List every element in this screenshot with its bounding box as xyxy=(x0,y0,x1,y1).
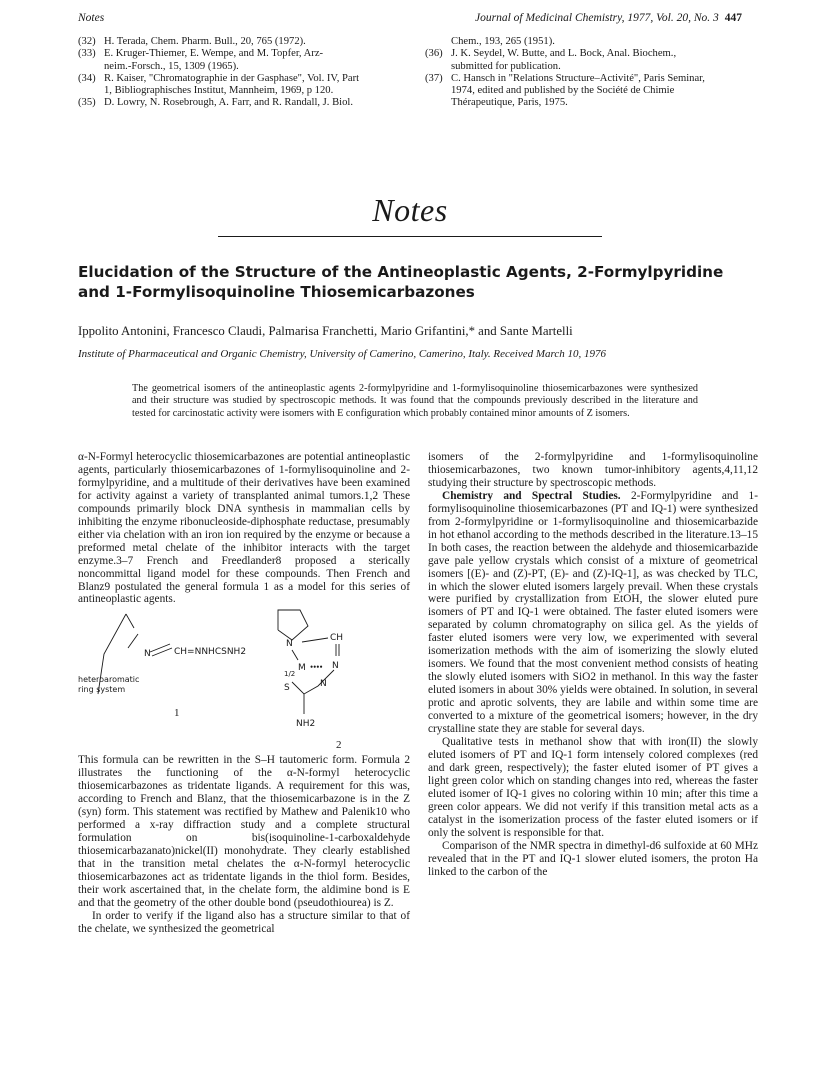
page-number: 447 xyxy=(724,12,742,24)
paragraph: isomers of the 2-formylpyridine and 1-formylisoquinoline thiosemicarbazones, two known tumor-inhibitory agents,4,11,12 studying their structure by spectroscopic methods. xyxy=(428,451,758,489)
running-head-section: Notes xyxy=(78,12,105,24)
paragraph: α-N-Formyl heterocyclic thiosemicarbazones are potential antineoplastic agents, particularly thiosemicarbazones of 1-formylisoquinoline and 2-formylpyridine, and a multitude of their derivatives have been examined for activity against a variety of transplanted animal tumors.1,2 These compounds primarily block DNA synthesis in mammalian cells by inhibiting the enzyme ribonucleoside-diphosphate reductase, presumably either via chelation with an iron ion required by the enzyme or because a preformed metal chelate of the inhibitor interacts with the target enzyme.3–7 French and Freedlander8 proposed a sterically noncommittal ligand model for these compounds. Then French and Blanz9 postulated the general formula 1 as a model for this series of antineoplastic agents. xyxy=(78,451,410,606)
run-in-heading: Chemistry and Spectral Studies. xyxy=(442,489,621,502)
formula-1-group: CH=NNHCSNH2 xyxy=(174,647,247,658)
reference-item: 1, Bibliographisches Institut, Mannheim, 1969, p 120. xyxy=(104,85,334,97)
paragraph: Qualitative tests in methanol show that with iron(II) the slowly eluted isomers of PT and IQ-1 form intensely colored complexes (red and dark green, respectively); the faster eluted isomer of PT gives a light green color which on standing changes into red, whereas the faster eluted isomer of IQ-1 gives no coloring within 10 min; after this time a green color appears. We did not verify if this transition metal acts as a catalyst in the isomerization process of the faster eluted isomers or if only the solvent is responsible for that. xyxy=(428,735,758,839)
formula-2-nitrogen: N xyxy=(286,639,293,650)
formula-2-amine: NH2 xyxy=(296,719,316,730)
formula-2-structure xyxy=(278,610,339,714)
coordination-dots: •••• xyxy=(310,662,323,673)
formula-2-imine-nitrogen: N xyxy=(332,661,339,672)
body-column-left xyxy=(78,451,410,936)
thio-chain xyxy=(292,670,334,694)
title-rule xyxy=(218,236,602,237)
running-head xyxy=(78,12,742,28)
reference-item: (33) E. Kruger-Thiemer, E. Wempe, and M. Topfer, Arz- xyxy=(78,48,324,60)
formula-1-number: 1 xyxy=(174,707,180,720)
reference-item: neim.-Forsch., 15, 1309 (1965). xyxy=(104,60,239,72)
ring-label-line-2: ring system xyxy=(78,685,126,695)
ring-bond xyxy=(152,648,172,656)
paragraph: In order to verify if the ligand also has a structure similar to that of the chelate, we synthesized the geometrical xyxy=(78,909,410,935)
reference-item: (36) J. K. Seydel, W. Butte, and L. Bock, Anal. Biochem., xyxy=(425,48,677,60)
author-list: Ippolito Antonini, Francesco Claudi, Palmarisa Franchetti, Mario Grifantini,* and Sante Martelli xyxy=(78,324,573,338)
running-head-journal xyxy=(475,12,742,28)
paragraph: This formula can be rewritten in the S–H tautomeric form. Formula 2 illustrates the functioning of the α-N-formyl heterocyclic thiosemicarbazones as tridentate ligands. A requirement for this was, according to French and Blanz, that the thiosemicarbazone is in the Z (syn) form. This statement was rectified by Mathew and Palenik10 who performed a x-ray diffraction study and a complete structural formulation on bis(isoquinoline-1-carboxaldehyde thiosemicarbazanato)nickel(II) monohydrate. They clearly established that in the transition metal chelates the α-N-formyl heterocyclic thiosemicarbazones act as tridentate ligands in the thiol form. Besides, their work ascertained that, in the chelate form, the aldimine bond is E and that the geometry of the other double bond (pseudothiourea) is Z. xyxy=(78,754,410,909)
ring-label-line-1: heteroaromatic xyxy=(78,675,140,685)
reference-item: (35) D. Lowry, N. Rosebrough, A. Farr, and R. Randall, J. Biol. xyxy=(78,97,353,109)
ring-bond xyxy=(150,644,170,652)
ch-bond xyxy=(302,638,328,642)
formula-2-sulfur: S xyxy=(284,683,290,694)
reference-item: 1974, edited and published by the Société de Chimie xyxy=(451,85,675,97)
reference-item: Thérapeutique, Paris, 1975. xyxy=(451,97,568,109)
section-title: Notes xyxy=(372,192,448,228)
paragraph: Comparison of the NMR spectra in dimethyl-d6 sulfoxide at 60 MHz revealed that in the PT and IQ-1 slower eluted isomers, the proton Ha linked to the carbon of the xyxy=(428,839,758,878)
formula-2-ch: CH xyxy=(330,633,344,644)
reference-item: Chem., 193, 265 (1951). xyxy=(451,36,555,47)
references-left xyxy=(78,36,394,110)
formula-2-hydrazine-nitrogen: N xyxy=(320,679,327,690)
abstract: The geometrical isomers of the antineoplastic agents 2-formylpyridine and 1-formylisoquinoline thiosemicarbazones were synthesized and their structure was studied by spectroscopic methods. It was found that the compounds previously described in the literature and tested for carcinostatic activity were isomers with E configuration which probably contained minor amounts of Z isomers. xyxy=(132,383,698,419)
paragraph-with-heading xyxy=(428,490,758,736)
pyridine-ring xyxy=(278,610,308,640)
coordinate-bond xyxy=(292,650,298,660)
references-right xyxy=(425,36,755,110)
article-title: Elucidation of the Structure of the Antineoplastic Agents, 2-Formylpyridine and 1-Formylisoquinoline Thiosemicarbazones xyxy=(78,263,724,301)
body-column-right xyxy=(428,451,758,878)
reference-item: (37) C. Hansch in "Relations Structure–Activité", Paris Seminar, xyxy=(425,72,705,84)
paragraph-text: 2-Formylpyridine and 1-formylisoquinoline thiosemicarbazones (PT and IQ-1) were synthesized from 2-formylpyridine or 1-formylisoquinoline and thiosemicarbazide in hot ethanol according to the methods described in the literature.13–15 In both cases, the reaction between the aldehyde and thiosemicarbazide gave pale yellow crystals which consist of a mixture of geometrical isomers [(E)- and (Z)-PT, (E)- and (Z)-IQ-1], as was checked by TLC, in which the slower eluted isomers largely prevail. When these crystals were purified by crystallization from EtOH, the slower eluted pure isomers of PT and IQ-1 were obtained. The faster eluted isomers were separated by column chromatography on silica gel. As the yields of faster eluted isomers were very low, we experimented with several isomerization methods with the aim of isomerizing the slowly eluted isomers. We found that the most convenient method consists of heating the slowly eluted isomers with SiO2 in methanol. In this way the faster eluted isomers in about 30% yields were obtained. In solution, in several protic and aprotic solvents, they are labile and within some time are converted to a mixture of the geometrical isomers; however, in the dry crystalline state they are stable for several days. xyxy=(428,489,758,736)
affiliation: Institute of Pharmaceutical and Organic Chemistry, University of Camerino, Camerino, Italy. Received March 10, 1976 xyxy=(78,348,607,360)
reference-item: submitted for publication. xyxy=(451,60,561,72)
ring-bond xyxy=(128,634,138,648)
chemical-structures-figure xyxy=(78,606,410,754)
ring-nitrogen-label: N xyxy=(144,649,151,660)
formula-2-number: 2 xyxy=(336,739,342,752)
ring-bond xyxy=(126,614,134,628)
structures-drawing xyxy=(78,606,410,754)
formula-2-metal: M xyxy=(298,663,306,674)
reference-item: (32) H. Terada, Chem. Pharm. Bull., 20, 765 (1972). xyxy=(78,36,306,47)
journal-citation: Journal of Medicinal Chemistry, 1977, Vol. 20, No. 3 xyxy=(475,12,719,24)
formula-2-half: 1/2 xyxy=(284,670,296,679)
reference-item: (34) R. Kaiser, "Chromatographie in der Gasphase", Vol. IV, Part xyxy=(78,72,360,84)
